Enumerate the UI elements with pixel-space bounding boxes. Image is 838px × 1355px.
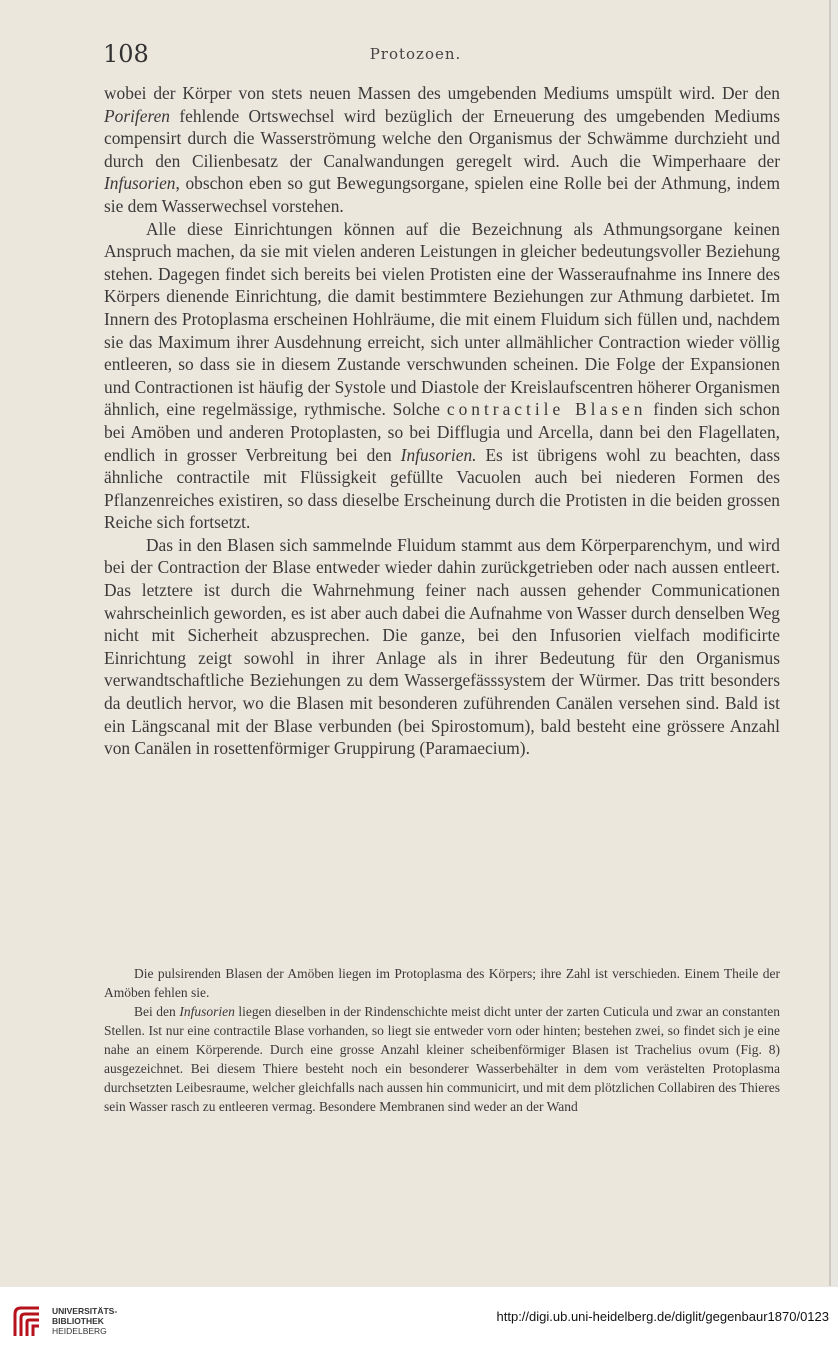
paragraph-3: Das in den Blasen sich sammelnde Fluidum stammt aus dem Körperparenchym, und wird bei der Contraction der Blase entweder wieder dahin zurückgetrieben oder nach aussen entleert. Das letztere ist durch die Wahrnehmung feiner nach aussen gehender Communicationen wahrscheinlich geworden, es ist aber auch dabei die Aufnahme von Wasser durch denselben Weg nicht mit Sicherheit abzusprechen. Die ganze, bei den Infusorien vielfach modificirte Einrichtung zeigt sowohl in ihrer Anlage als in ihrer Bedeutung für den Organismus verwandtschaftliche Beziehungen zu dem Wassergefässsystem der Würmer. Das tritt besonders da deutlich hervor, wo die Blasen mit besonderen zuführenden Canälen versehen sind. Bald ist ein Längscanal mit der Blase verbunden (bei Spirostomum), bald besteht eine grössere Anzahl von Canälen in rosettenförmiger Gruppirung (Paramaecium).: [104, 534, 780, 759]
body-text: [104, 82, 780, 760]
library-name: UNIVERSITÄTS- BIBLIOTHEK HEIDELBERG: [52, 1306, 118, 1336]
footer-bar: [0, 1287, 838, 1355]
paragraph-2: Alle diese Einrichtungen können auf die Bezeichnung als Athmungsorgane keinen Anspruch machen, da sie mit vielen anderen Leistungen in gleicher bedeutungsvoller Beziehung stehen. Dagegen findet sich bereits bei vielen Protisten eine der Wasseraufnahme ins Innere des Körpers dienende Einrichtung, die damit bestimmtere Beziehungen zur Athmung darbietet. Im Innern des Protoplasma erscheinen Hohlräume, die mit einem Fluidum sich füllen und, nachdem sie das Maximum ihrer Ausdehnung erreicht, sich unter allmählicher Contraction wieder völlig entleeren, so dass sie in diesem Zustande verschwunden scheinen. Die Folge der Expansionen und Contractionen ist häufig der Systole und Diastole der Kreislaufscentren höherer Organismen ähnlich, eine regelmässige, rythmische. Solche contractile Blasen finden sich schon bei Amöben und anderen Protoplasten, so bei Difflugia und Arcella, dann bei den Flagellaten, endlich in grosser Verbreitung bei den Infusorien. Es ist übrigens wohl zu beachten, dass ähnliche contractile mit Flüssigkeit gefüllte Vacuolen auch bei niederen Formen des Pflanzenreiches existiren, so dass dieselbe Erscheinung durch die Protisten in die beiden grossen Reiche sich fortsetzt.: [104, 218, 780, 533]
emphasis-infusorien-2: Infusorien.: [400, 444, 477, 465]
emphasis-infusorien: Infusorien: [104, 173, 176, 194]
footnote-1: Die pulsirenden Blasen der Amöben liegen im Protoplasma des Körpers; ihre Zahl ist verschieden. Einem Theile der Amöben fehlen sie.: [104, 966, 780, 1000]
page-number: 108: [103, 40, 149, 68]
running-title: Protozoen.: [369, 45, 462, 63]
emphasis-poriferen: Poriferen: [104, 105, 171, 126]
paragraph-1: wobei der Körper von stets neuen Massen des umgebenden Mediums umspült wird. Der den Poriferen fehlende Ortswechsel wird bezüglich der Erneuerung des umgebenden Mediums compensirt durch die Wasserströmung welche den Organismus der Schwämme durchzieht und durch den Cilienbesatz der Canalwandungen geregelt wird. Auch die Wimperhaare der Infusorien, obschon eben so gut Bewegungsorgane, spielen eine Rolle bei der Athmung, indem sie dem Wasserwechsel vorstehen.: [104, 83, 780, 216]
footnote-2: Bei den Infusorien liegen dieselben in der Rindenschichte meist dicht unter der zarten Cuticula und zwar an constanten Stellen. Ist nur eine contractile Blase vorhanden, so liegt sie entweder vorn oder hinten; bestehen zwei, so findet sich je eine nahe an einem Körperende. Durch eine grosse Anzahl kleiner scheibenförmiger Blasen ist Trachelius ovum (Fig. 8) ausgezeichnet. Bei diesem Thiere besteht noch ein besonderer Wasserbehälter in dem vom verästelten Protoplasma durchsetzten Leibesraume, welcher gleichfalls nach aussen hin communicirt, und mit dem plötzlichen Collabiren des Thieres sein Wasser rasch zu entleeren vermag. Besondere Membranen sind weder an der Wand: [104, 1004, 780, 1114]
library-logo-icon[interactable]: [9, 1302, 49, 1342]
permalink-url[interactable]: http://digi.ub.uni-heidelberg.de/diglit/gegenbaur1870/0123: [496, 1309, 829, 1324]
spaced-term: contractile Blasen: [446, 399, 647, 420]
emphasis-infusorien-footnote: Infusorien: [179, 1004, 235, 1019]
footnotes: [104, 964, 780, 1116]
